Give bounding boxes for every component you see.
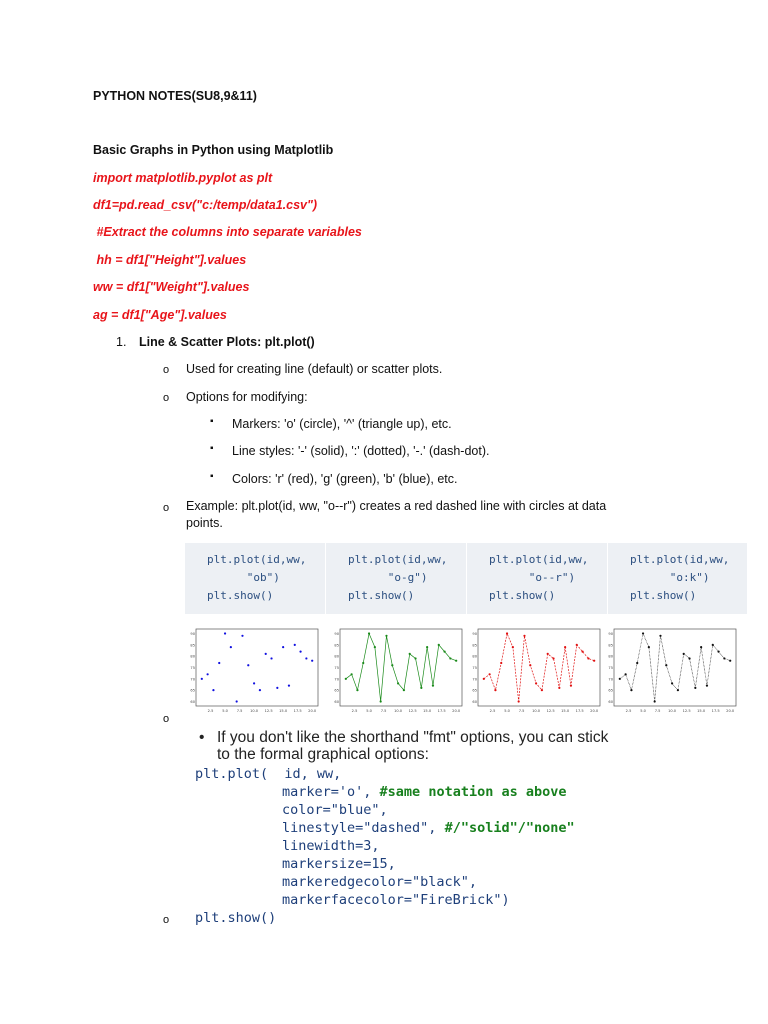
y-tick-label: 60 <box>334 699 339 704</box>
data-point <box>356 689 358 691</box>
data-point <box>712 644 714 646</box>
x-tick-label: 7.5 <box>654 709 661 713</box>
x-tick-label: 15.0 <box>697 709 706 713</box>
data-point <box>558 687 560 689</box>
x-tick-label: 2.5 <box>351 709 358 713</box>
bullet-dot-icon: • <box>199 729 205 746</box>
data-point <box>230 646 232 648</box>
x-tick-label: 5.0 <box>640 709 646 713</box>
example-text-line2: points. <box>186 516 223 530</box>
data-point <box>552 657 554 659</box>
data-point <box>494 689 496 691</box>
data-point <box>648 646 650 648</box>
data-point <box>506 632 508 634</box>
code-import-line: import matplotlib.pyplot as plt <box>93 171 273 185</box>
y-tick-label: 80 <box>334 654 339 659</box>
formal-intro-line2: to the formal graphical options: <box>217 746 429 763</box>
data-point <box>581 651 583 653</box>
y-tick-label: 60 <box>472 699 477 704</box>
sub-bullet-text: Line styles: '-' (solid), ':' (dotted), '-.' (dash-dot). <box>232 444 490 458</box>
data-point <box>212 689 214 691</box>
y-tick-label: 90 <box>608 632 613 637</box>
x-tick-label: 5.0 <box>504 709 510 713</box>
list-item-heading: Line & Scatter Plots: plt.plot() <box>139 335 315 349</box>
data-point <box>259 689 261 691</box>
bullet-text: Used for creating line (default) or scatter plots. <box>186 362 443 376</box>
data-point <box>374 646 376 648</box>
data-point <box>432 685 434 687</box>
data-point <box>512 646 514 648</box>
data-point <box>385 635 387 637</box>
x-tick-label: 7.5 <box>518 709 525 713</box>
data-point <box>587 657 589 659</box>
data-point <box>529 664 531 666</box>
bullet-circle-icon: o <box>163 914 170 926</box>
x-tick-label: 17.5 <box>711 709 720 713</box>
data-point <box>270 657 272 659</box>
sub-bullet-text: Markers: 'o' (circle), '^' (triangle up), etc. <box>232 417 452 431</box>
x-tick-label: 7.5 <box>236 709 243 713</box>
data-point <box>282 646 284 648</box>
code-cell <box>207 543 306 622</box>
formal-code-text: linestyle="dashed", <box>282 820 445 836</box>
y-tick-label: 60 <box>190 699 195 704</box>
formal-code-line: plt.show() <box>195 910 277 926</box>
data-point <box>241 635 243 637</box>
y-tick-label: 90 <box>472 632 477 637</box>
plot-background <box>186 626 322 718</box>
data-point <box>305 657 307 659</box>
y-tick-label: 65 <box>190 688 195 693</box>
x-tick-label: 17.5 <box>293 709 302 713</box>
data-point <box>518 700 520 702</box>
bullet-circle-icon: o <box>163 502 170 514</box>
bullet-circle-icon: o <box>163 713 170 725</box>
plot-background <box>468 626 604 718</box>
data-point <box>294 644 296 646</box>
y-tick-label: 85 <box>334 643 339 648</box>
data-point <box>351 673 353 675</box>
data-point <box>236 700 238 702</box>
data-point <box>547 653 549 655</box>
code-cell-line: "ob") <box>207 571 280 584</box>
data-point <box>483 678 485 680</box>
code-cell-line: plt.show() <box>348 589 415 602</box>
data-point <box>500 662 502 664</box>
data-point <box>276 687 278 689</box>
formal-code-line: color="blue", <box>282 802 388 818</box>
data-point <box>443 651 445 653</box>
code-cell-line: plt.plot(id,ww, <box>630 553 730 566</box>
code-cell-line: "o-g") <box>348 571 428 584</box>
code-cell <box>489 543 588 622</box>
data-point <box>630 689 632 691</box>
data-point <box>380 700 382 702</box>
data-point <box>299 651 301 653</box>
x-tick-label: 15.0 <box>279 709 288 713</box>
code-hh-line: hh = df1["Height"].values <box>93 253 247 267</box>
data-point <box>642 632 644 634</box>
code-cell-line: "o:k") <box>630 571 710 584</box>
x-tick-label: 5.0 <box>222 709 228 713</box>
bullet-circle-icon: o <box>163 392 170 404</box>
code-ww-line: ww = df1["Weight"].values <box>93 280 250 294</box>
code-cell-line: plt.plot(id,ww, <box>207 553 307 566</box>
y-tick-label: 70 <box>608 677 613 682</box>
plot-background <box>604 626 740 718</box>
data-point <box>449 657 451 659</box>
y-tick-label: 85 <box>608 643 613 648</box>
line-plot-red-dashed <box>468 626 604 718</box>
section-heading: Basic Graphs in Python using Matplotlib <box>93 143 334 157</box>
x-tick-label: 12.5 <box>546 709 555 713</box>
code-comment-line: #Extract the columns into separate variables <box>93 225 362 239</box>
data-point <box>265 653 267 655</box>
code-cell-line: plt.plot(id,ww, <box>489 553 589 566</box>
data-point <box>665 664 667 666</box>
data-point <box>345 678 347 680</box>
data-point <box>420 687 422 689</box>
data-point <box>224 632 226 634</box>
x-tick-label: 2.5 <box>207 709 214 713</box>
y-tick-label: 80 <box>190 654 195 659</box>
data-point <box>438 644 440 646</box>
data-point <box>683 653 685 655</box>
data-point <box>694 687 696 689</box>
formal-code-line: markersize=15, <box>282 856 396 872</box>
y-tick-label: 90 <box>334 632 339 637</box>
data-point <box>659 635 661 637</box>
x-tick-label: 5.0 <box>366 709 372 713</box>
x-tick-label: 12.5 <box>682 709 691 713</box>
data-point <box>253 682 255 684</box>
data-point <box>426 646 428 648</box>
y-tick-label: 75 <box>334 666 339 670</box>
list-number: 1. <box>116 335 127 349</box>
formal-code-line: linewidth=3, <box>282 838 380 854</box>
data-point <box>619 678 621 680</box>
sub-bullet-text: Colors: 'r' (red), 'g' (green), 'b' (blue), etc. <box>232 472 458 486</box>
data-point <box>535 682 537 684</box>
y-tick-label: 80 <box>472 654 477 659</box>
code-cell <box>630 543 729 622</box>
formal-code-line <box>282 819 575 837</box>
data-point <box>541 689 543 691</box>
x-tick-label: 10.0 <box>250 709 259 713</box>
data-point <box>201 678 203 680</box>
data-point <box>409 653 411 655</box>
cell-divider <box>466 543 467 614</box>
data-point <box>288 685 290 687</box>
code-cell-line: "o--r") <box>489 571 576 584</box>
x-tick-label: 10.0 <box>394 709 403 713</box>
y-tick-label: 70 <box>190 677 195 682</box>
x-tick-label: 20.0 <box>452 709 461 713</box>
x-tick-label: 15.0 <box>561 709 570 713</box>
data-point <box>362 662 364 664</box>
x-tick-label: 10.0 <box>668 709 677 713</box>
data-point <box>729 660 731 662</box>
bullet-text: Options for modifying: <box>186 390 308 404</box>
data-point <box>397 682 399 684</box>
x-tick-label: 12.5 <box>264 709 273 713</box>
y-tick-label: 70 <box>472 677 477 682</box>
data-point <box>414 657 416 659</box>
y-tick-label: 65 <box>334 688 339 693</box>
data-point <box>247 664 249 666</box>
y-tick-label: 60 <box>608 699 613 704</box>
data-point <box>723 657 725 659</box>
square-bullet-icon: ▪ <box>210 443 214 454</box>
data-point <box>654 700 656 702</box>
code-read-csv-line: df1=pd.read_csv("c:/temp/data1.csv") <box>93 198 318 212</box>
formal-code-text: marker='o', <box>282 784 380 800</box>
code-cell-line: plt.show() <box>489 589 556 602</box>
data-point <box>677 689 679 691</box>
line-plot-black-dotted <box>604 626 740 718</box>
data-point <box>717 651 719 653</box>
y-tick-label: 75 <box>608 666 613 670</box>
data-point <box>523 635 525 637</box>
y-tick-label: 65 <box>608 688 613 693</box>
bullet-circle-icon: o <box>163 364 170 376</box>
y-tick-label: 65 <box>472 688 477 693</box>
x-tick-label: 2.5 <box>625 709 632 713</box>
y-tick-label: 80 <box>608 654 613 659</box>
data-point <box>403 689 405 691</box>
data-point <box>207 673 209 675</box>
data-point <box>700 646 702 648</box>
cell-divider <box>607 543 608 614</box>
formal-code-line: plt.plot( id, ww, <box>195 766 342 782</box>
data-point <box>368 632 370 634</box>
y-tick-label: 70 <box>334 677 339 682</box>
y-tick-label: 75 <box>190 666 195 670</box>
example-text-line1: Example: plt.plot(id, ww, "o--r") creates a red dashed line with circles at data <box>186 499 607 513</box>
code-cell-line: plt.show() <box>207 589 274 602</box>
data-point <box>625 673 627 675</box>
code-cell <box>348 543 447 622</box>
data-point <box>218 662 220 664</box>
formal-intro-line1: If you don't like the shorthand "fmt" options, you can stick <box>217 729 609 746</box>
data-point <box>564 646 566 648</box>
data-point <box>636 662 638 664</box>
x-tick-label: 17.5 <box>437 709 446 713</box>
line-plot-green <box>330 626 466 718</box>
code-ag-line: ag = df1["Age"].values <box>93 308 227 322</box>
y-tick-label: 75 <box>472 666 477 670</box>
plot-background <box>330 626 466 718</box>
x-tick-label: 10.0 <box>532 709 541 713</box>
data-point <box>593 660 595 662</box>
x-tick-label: 17.5 <box>575 709 584 713</box>
code-cell-line: plt.show() <box>630 589 697 602</box>
x-tick-label: 7.5 <box>380 709 387 713</box>
y-tick-label: 90 <box>190 632 195 637</box>
data-point <box>489 673 491 675</box>
data-point <box>706 685 708 687</box>
data-point <box>688 657 690 659</box>
x-tick-label: 12.5 <box>408 709 417 713</box>
data-point <box>576 644 578 646</box>
formal-code-comment: #/"solid"/"none" <box>444 820 575 836</box>
data-point <box>455 660 457 662</box>
data-point <box>570 685 572 687</box>
scatter-plot-blue <box>186 626 322 718</box>
square-bullet-icon: ▪ <box>210 471 214 482</box>
data-point <box>671 682 673 684</box>
y-tick-label: 85 <box>472 643 477 648</box>
data-point <box>311 660 313 662</box>
x-tick-label: 20.0 <box>726 709 735 713</box>
code-cell-line: plt.plot(id,ww, <box>348 553 448 566</box>
formal-code-line: markerfacecolor="FireBrick") <box>282 892 510 908</box>
x-tick-label: 2.5 <box>489 709 496 713</box>
document-title: PYTHON NOTES(SU8,9&11) <box>93 89 257 103</box>
square-bullet-icon: ▪ <box>210 416 214 427</box>
x-tick-label: 20.0 <box>590 709 599 713</box>
x-tick-label: 20.0 <box>308 709 317 713</box>
formal-code-line: markeredgecolor="black", <box>282 874 478 890</box>
formal-options-image <box>185 724 745 931</box>
formal-code-comment: #same notation as above <box>379 784 567 800</box>
cell-divider <box>325 543 326 614</box>
x-tick-label: 15.0 <box>423 709 432 713</box>
code-example-table <box>185 543 747 614</box>
y-tick-label: 85 <box>190 643 195 648</box>
formal-code-line <box>282 783 566 801</box>
data-point <box>391 664 393 666</box>
